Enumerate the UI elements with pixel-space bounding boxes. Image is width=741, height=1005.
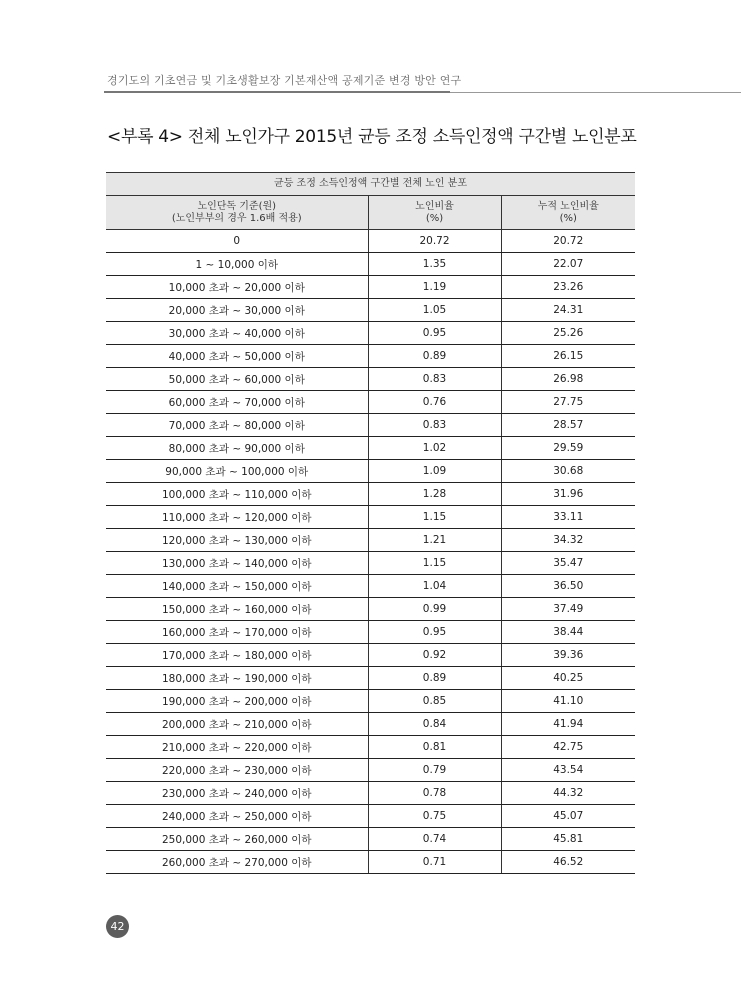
- cumulative-ratio-cell: 39.36: [501, 644, 635, 667]
- cumulative-ratio-cell: 31.96: [501, 483, 635, 506]
- ratio-cell: 0.89: [368, 345, 501, 368]
- ratio-cell: 0.71: [368, 851, 501, 874]
- ratio-cell: 0.99: [368, 598, 501, 621]
- cumulative-ratio-cell: 38.44: [501, 621, 635, 644]
- income-range-cell: 130,000 초과 ~ 140,000 이하: [106, 552, 368, 575]
- income-range-cell: 250,000 초과 ~ 260,000 이하: [106, 828, 368, 851]
- cumulative-ratio-cell: 34.32: [501, 529, 635, 552]
- ratio-cell: 0.78: [368, 782, 501, 805]
- ratio-cell: 1.02: [368, 437, 501, 460]
- table-row: [106, 828, 635, 851]
- table-row: [106, 736, 635, 759]
- table-body: [106, 230, 635, 874]
- income-range-cell: 210,000 초과 ~ 220,000 이하: [106, 736, 368, 759]
- income-range-cell: 40,000 초과 ~ 50,000 이하: [106, 345, 368, 368]
- cumulative-ratio-cell: 41.94: [501, 713, 635, 736]
- cumulative-ratio-cell: 26.98: [501, 368, 635, 391]
- column-header-line: 노인단독 기준(원): [197, 200, 277, 212]
- cumulative-ratio-cell: 43.54: [501, 759, 635, 782]
- cumulative-ratio-cell: 24.31: [501, 299, 635, 322]
- table-row: [106, 575, 635, 598]
- cumulative-ratio-cell: 23.26: [501, 276, 635, 299]
- ratio-cell: 0.92: [368, 644, 501, 667]
- running-header: 경기도의 기초연금 및 기초생활보장 기본재산액 공제기준 변경 방안 연구: [107, 74, 462, 87]
- table-row: [106, 805, 635, 828]
- table-row: [106, 552, 635, 575]
- cumulative-ratio-cell: 42.75: [501, 736, 635, 759]
- ratio-cell: 0.95: [368, 621, 501, 644]
- income-range-cell: 220,000 초과 ~ 230,000 이하: [106, 759, 368, 782]
- table-row: [106, 667, 635, 690]
- ratio-cell: 1.28: [368, 483, 501, 506]
- ratio-cell: 0.81: [368, 736, 501, 759]
- table-row: [106, 782, 635, 805]
- cumulative-ratio-cell: 44.32: [501, 782, 635, 805]
- table-row: [106, 414, 635, 437]
- cumulative-ratio-cell: 30.68: [501, 460, 635, 483]
- table-row: [106, 368, 635, 391]
- ratio-cell: 1.15: [368, 552, 501, 575]
- cumulative-ratio-cell: 20.72: [501, 230, 635, 253]
- ratio-cell: 0.76: [368, 391, 501, 414]
- ratio-cell: 0.83: [368, 414, 501, 437]
- ratio-cell: 0.79: [368, 759, 501, 782]
- income-range-cell: 170,000 초과 ~ 180,000 이하: [106, 644, 368, 667]
- income-range-cell: 10,000 초과 ~ 20,000 이하: [106, 276, 368, 299]
- column-header-cumulative: [501, 196, 635, 230]
- ratio-cell: 0.74: [368, 828, 501, 851]
- income-range-cell: 90,000 초과 ~ 100,000 이하: [106, 460, 368, 483]
- table-row: [106, 851, 635, 874]
- table-row: [106, 529, 635, 552]
- income-range-cell: 110,000 초과 ~ 120,000 이하: [106, 506, 368, 529]
- cumulative-ratio-cell: 41.10: [501, 690, 635, 713]
- table-row: [106, 690, 635, 713]
- cumulative-ratio-cell: 46.52: [501, 851, 635, 874]
- income-range-cell: 50,000 초과 ~ 60,000 이하: [106, 368, 368, 391]
- ratio-cell: 1.19: [368, 276, 501, 299]
- cumulative-ratio-cell: 40.25: [501, 667, 635, 690]
- income-range-cell: 230,000 초과 ~ 240,000 이하: [106, 782, 368, 805]
- income-range-cell: 190,000 초과 ~ 200,000 이하: [106, 690, 368, 713]
- column-header-line: (노인부부의 경우 1.6배 적용): [171, 212, 302, 224]
- income-range-cell: 140,000 초과 ~ 150,000 이하: [106, 575, 368, 598]
- table-row: [106, 276, 635, 299]
- table-row: [106, 230, 635, 253]
- column-header-income-range: [106, 196, 368, 230]
- column-header-ratio: [368, 196, 501, 230]
- income-range-cell: 30,000 초과 ~ 40,000 이하: [106, 322, 368, 345]
- table-row: [106, 437, 635, 460]
- table-row: [106, 299, 635, 322]
- income-range-cell: 240,000 초과 ~ 250,000 이하: [106, 805, 368, 828]
- cumulative-ratio-cell: 27.75: [501, 391, 635, 414]
- cumulative-ratio-cell: 35.47: [501, 552, 635, 575]
- table-row: [106, 713, 635, 736]
- cumulative-ratio-cell: 37.49: [501, 598, 635, 621]
- income-range-cell: 1 ~ 10,000 이하: [106, 253, 368, 276]
- cumulative-ratio-cell: 36.50: [501, 575, 635, 598]
- cumulative-ratio-cell: 45.81: [501, 828, 635, 851]
- table-row: [106, 483, 635, 506]
- ratio-cell: 1.09: [368, 460, 501, 483]
- ratio-cell: 1.21: [368, 529, 501, 552]
- header-rule-extension: [450, 92, 741, 93]
- ratio-cell: 0.75: [368, 805, 501, 828]
- income-range-cell: 0: [106, 230, 368, 253]
- cumulative-ratio-cell: 26.15: [501, 345, 635, 368]
- ratio-cell: 0.84: [368, 713, 501, 736]
- income-range-cell: 80,000 초과 ~ 90,000 이하: [106, 437, 368, 460]
- ratio-cell: 1.05: [368, 299, 501, 322]
- ratio-cell: 0.85: [368, 690, 501, 713]
- table-row: [106, 759, 635, 782]
- income-range-cell: 70,000 초과 ~ 80,000 이하: [106, 414, 368, 437]
- table-row: [106, 345, 635, 368]
- income-range-cell: 60,000 초과 ~ 70,000 이하: [106, 391, 368, 414]
- income-range-cell: 160,000 초과 ~ 170,000 이하: [106, 621, 368, 644]
- cumulative-ratio-cell: 28.57: [501, 414, 635, 437]
- cumulative-ratio-cell: 22.07: [501, 253, 635, 276]
- header-rule: [104, 91, 450, 93]
- ratio-cell: 1.04: [368, 575, 501, 598]
- table-row: [106, 460, 635, 483]
- income-range-cell: 120,000 초과 ~ 130,000 이하: [106, 529, 368, 552]
- cumulative-ratio-cell: 45.07: [501, 805, 635, 828]
- ratio-cell: 1.15: [368, 506, 501, 529]
- income-range-cell: 200,000 초과 ~ 210,000 이하: [106, 713, 368, 736]
- income-range-cell: 180,000 초과 ~ 190,000 이하: [106, 667, 368, 690]
- income-range-cell: 150,000 초과 ~ 160,000 이하: [106, 598, 368, 621]
- table-row: [106, 644, 635, 667]
- distribution-table: [106, 172, 635, 874]
- income-range-cell: 20,000 초과 ~ 30,000 이하: [106, 299, 368, 322]
- table-row: [106, 322, 635, 345]
- table-row: [106, 621, 635, 644]
- page-number: 42: [106, 915, 129, 938]
- column-header-line: 누적 노인비율: [537, 200, 599, 212]
- ratio-cell: 20.72: [368, 230, 501, 253]
- cumulative-ratio-cell: 33.11: [501, 506, 635, 529]
- income-range-cell: 100,000 초과 ~ 110,000 이하: [106, 483, 368, 506]
- ratio-cell: 0.83: [368, 368, 501, 391]
- ratio-cell: 1.35: [368, 253, 501, 276]
- table-row: [106, 253, 635, 276]
- column-header-line: 노인비율: [415, 200, 454, 212]
- ratio-cell: 0.89: [368, 667, 501, 690]
- table-row: [106, 391, 635, 414]
- table-row: [106, 506, 635, 529]
- column-header-line: (%): [425, 212, 444, 224]
- cumulative-ratio-cell: 29.59: [501, 437, 635, 460]
- table-caption: 균등 조정 소득인정액 구간별 전체 노인 분포: [106, 173, 635, 196]
- page-title: <부록 4> 전체 노인가구 2015년 균등 조정 소득인정액 구간별 노인분포: [107, 127, 637, 147]
- income-range-cell: 260,000 초과 ~ 270,000 이하: [106, 851, 368, 874]
- table-row: [106, 598, 635, 621]
- cumulative-ratio-cell: 25.26: [501, 322, 635, 345]
- column-header-line: (%): [559, 212, 577, 224]
- ratio-cell: 0.95: [368, 322, 501, 345]
